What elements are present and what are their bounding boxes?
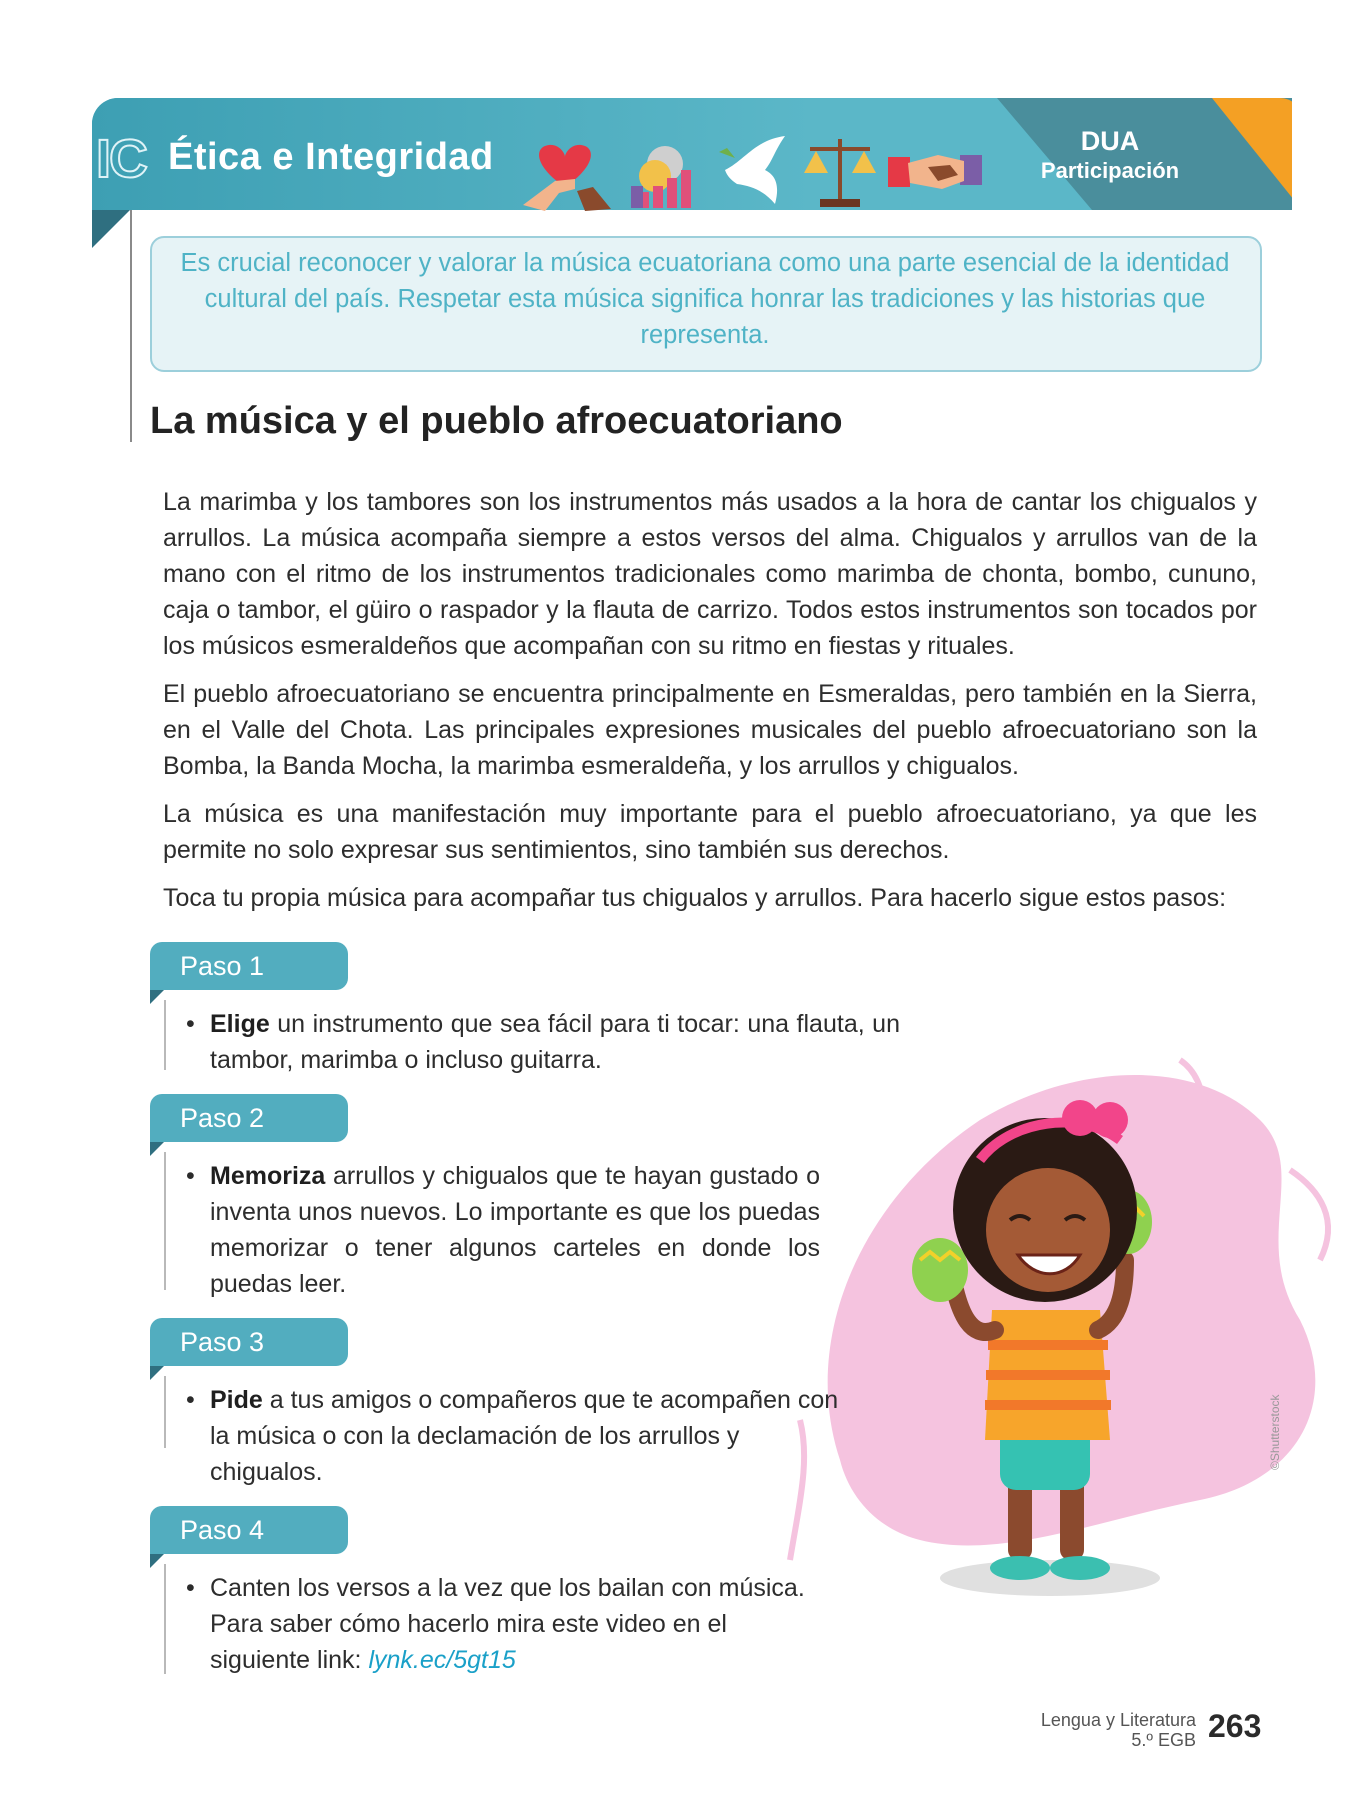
paso-3-tab: Paso 3 [150, 1318, 348, 1366]
footer-subject: Lengua y Literatura 5.º EGB [1040, 1710, 1196, 1750]
info-text: Es crucial reconocer y valorar la música ecuatoriana como una parte esencial de la identidad cultural del país. Respetar esta música significa honrar las tradiciones y las historias que representa. [180, 249, 1230, 349]
handshake-icon [888, 145, 983, 200]
banner-title: Ética e Integridad [168, 136, 494, 178]
banner-fold [92, 210, 130, 248]
dua-subtitle: Participación [1040, 158, 1180, 183]
dove-icon [715, 130, 795, 208]
dua-title: DUA [1080, 126, 1140, 156]
paso-1-fold [150, 990, 164, 1004]
image-credit: ©Shutterstock [1268, 1394, 1282, 1470]
paso-1-tab: Paso 1 [150, 942, 348, 990]
paso-2-tab: Paso 2 [150, 1094, 348, 1142]
heart-hand-icon [515, 135, 615, 213]
paso-3-text: Pide a tus amigos o compañeros que te acompañen con la música o con la declamación de los arrullos y chigualos. [210, 1386, 839, 1486]
page-number: 263 [1208, 1708, 1262, 1744]
bullet: • [186, 1162, 195, 1190]
paragraph-1: La marimba y los tambores son los instrumentos más usados a la hora de cantar los chigualos y arrullos. La música acompaña siempre a estos versos del alma. Chigualos y arrullos van de la mano con el ritmo de los instrumentos tradicionales como marimba de chonta, bombo, cununo, caja o tambor, el güiro o raspador y la flauta de carrizo. Todos estos instrumentos son tocados por los músicos esmeraldeños que acompañan con su ritmo en fiestas y rituales. [163, 488, 1257, 660]
left-rule [130, 210, 132, 442]
video-link[interactable]: lynk.ec/5gt15 [368, 1646, 516, 1674]
paso-4-text: Canten los versos a la vez que los bailan con música. Para saber cómo hacerlo mira este video en el siguiente link: lynk.ec/5gt15 [210, 1574, 805, 1674]
paso-4-tab: Paso 4 [150, 1506, 348, 1554]
paso-1-line [164, 1000, 166, 1070]
paragraph-3: La música es una manifestación muy importante para el pueblo afroecuatoriano, ya que les permite no solo expresar sus sentimientos, sino también sus derechos. [163, 800, 1257, 864]
paso-1-text: Elige un instrumento que sea fácil para ti tocar: una flauta, un tambor, marimba o incluso guitarra. [210, 1010, 900, 1074]
bullet: • [186, 1574, 195, 1602]
paso-3-fold [150, 1366, 164, 1380]
girl-maracas-illustration [780, 1040, 1340, 1600]
paso-4-line [164, 1564, 166, 1674]
bullet: • [186, 1010, 195, 1038]
bullet: • [186, 1386, 195, 1414]
scales-icon [800, 133, 880, 213]
chart-gears-icon [625, 142, 705, 212]
paso-2-line [164, 1152, 166, 1290]
paso-2-fold [150, 1142, 164, 1156]
section-title: La música y el pueblo afroecuatoriano [150, 400, 843, 442]
paso-2-text: Memoriza arrullos y chigualos que te hayan gustado o inventa unos nuevos. Lo importante es que los puedas memorizar o tener algunos carteles en donde los puedas leer. [210, 1162, 820, 1298]
paragraph-4: Toca tu propia música para acompañar tus chigualos y arrullos. Para hacerlo sigue estos pasos: [163, 884, 1227, 912]
paso-3-line [164, 1376, 166, 1448]
ic-logo: IC [96, 129, 146, 189]
paragraph-2: El pueblo afroecuatoriano se encuentra principalmente en Esmeraldas, pero también en la Sierra, en el Valle del Chota. Las principales expresiones musicales del pueblo afroecuatoriano son la Bomba, la Banda Mocha, la marimba esmeraldeña, y los arrullos y chigualos. [163, 680, 1257, 780]
paso-4-fold [150, 1554, 164, 1568]
